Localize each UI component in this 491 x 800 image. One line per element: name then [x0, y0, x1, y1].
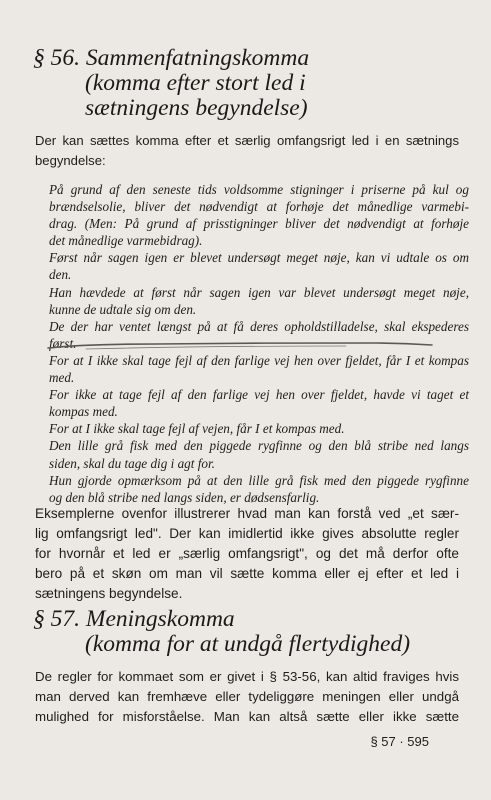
section-57-title: § 57. Meningskomma — [33, 606, 235, 632]
example-line: siden, skal du tage dig i agt for. — [49, 455, 215, 471]
section-57-paragraph — [35, 667, 459, 727]
text-line: for hvornår et led er „særlig omfangsrigt", og det må derfor ofte — [35, 546, 459, 561]
text-line: man derved kan fremhæve eller tydeliggøre meningen eller undgå — [35, 689, 459, 704]
example-line: først. — [49, 335, 77, 351]
section-56-title: § 56. Sammenfatningskomma — [33, 45, 310, 71]
text-line: lig omfangsrigt led". Der kan imidlertid ikke gives absolutte regler — [35, 526, 459, 541]
summary-paragraph — [35, 504, 459, 604]
example-line: Han hævdede at først når sagen igen var blevet undersøgt meget nøje, — [49, 284, 469, 300]
example-line: For at I ikke skal tage fejl af vejen, får I et kompas med. — [49, 421, 345, 437]
example-line: De der har ventet længst på at få deres opholdstilladelse, skal ekspederes — [49, 318, 469, 334]
text-line: begyndelse: — [35, 153, 106, 168]
example-line: brændselsolie, bliver det nødvendigt at forhøje det månedlige varmebi- — [49, 199, 469, 215]
section-57-subtitle: (komma for at undgå flertydighed) — [85, 631, 411, 657]
example-line: For ikke at tage fejl af den farlige vej hen over fjeldet, havde vi taget et — [49, 387, 469, 403]
text-line: Der kan sættes komma efter et særlig omfangsrigt led i en sætnings — [35, 133, 459, 148]
text-line: sætningens begyndelse. — [35, 586, 183, 601]
text-line: De regler for kommaet som er givet i § 53-56, kan altid fraviges hvis — [35, 669, 459, 684]
example-line: kunne de udtale sig om den. — [49, 301, 197, 317]
pencil-underline-mark — [46, 328, 436, 354]
text-line: mulighed for misforståelse. Man kan altså sætte eller ikke sætte — [35, 709, 459, 724]
section-56-heading — [33, 46, 463, 121]
example-line: den. — [49, 267, 72, 283]
text-line: Eksemplerne ovenfor illustrerer hvad man kan forstå ved „et sær- — [35, 506, 459, 521]
example-line: På grund af den seneste tids voldsomme stigninger i priserne på kul og — [49, 182, 469, 197]
intro-paragraph — [35, 131, 459, 171]
section-56-subtitle-line-2: sætningens begyndelse) — [85, 95, 308, 121]
example-line: med. — [49, 370, 75, 386]
example-line: Først når sagen igen er blevet undersøgt meget nøje, kan vi udtale os om — [49, 250, 469, 266]
text-line: bero på et skøn om man vil sætte komma eller ej efter et led i — [35, 566, 459, 581]
pencil-underline-stroke — [48, 343, 432, 348]
example-line: og den blå stribe ned langs siden, er dødsensfarlig. — [49, 489, 320, 505]
pencil-underline-stroke-2 — [86, 346, 346, 349]
example-line: Hun gjorde opmærksom på at den lille grå fisk med den piggede rygfinne — [49, 472, 469, 488]
section-57-heading — [33, 607, 463, 657]
example-line: drag. (Men: På grund af prisstigninger bliver det nødvendigt at forhøje — [49, 216, 469, 232]
example-line: kompas med. — [49, 404, 118, 420]
section-56-subtitle-line-1: (komma efter stort led i — [85, 70, 306, 96]
example-line: Den lille grå fisk med den piggede rygfinne og den blå stribe ned langs — [49, 438, 469, 454]
example-line: det månedlige varmebidrag). — [49, 233, 203, 249]
example-line: For at I ikke skal tage fejl af den farlige vej hen over fjeldet, får I et kompas — [49, 352, 469, 368]
page-footer: § 57 · 595 — [370, 734, 429, 749]
